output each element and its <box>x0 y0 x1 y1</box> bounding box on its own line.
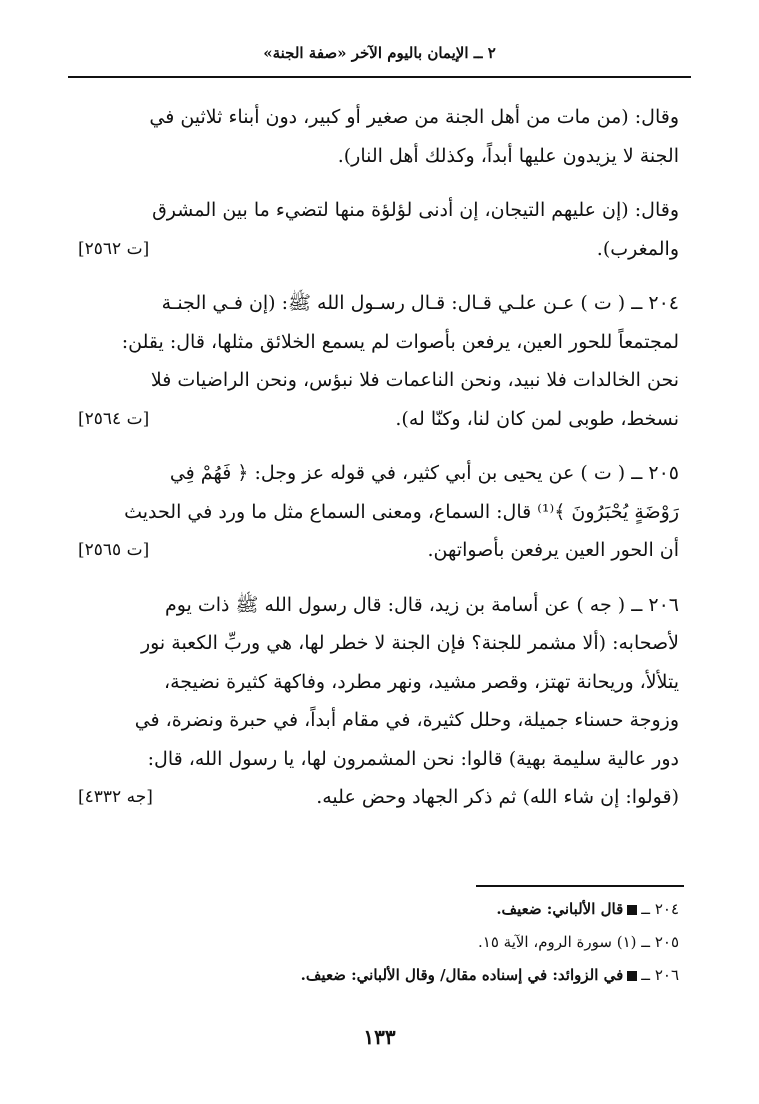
footnote <box>200 959 679 992</box>
line-text: الجنة لا يزيدون عليها أبداً، وكذلك أهل النار). <box>337 144 679 167</box>
footnotes <box>200 893 679 992</box>
text-line <box>78 98 679 137</box>
text-line <box>78 531 679 570</box>
text-line <box>78 137 679 176</box>
text-line <box>78 778 679 817</box>
text-line <box>78 230 679 269</box>
hadith-reference: [جه ٤٣٣٢] <box>78 787 153 807</box>
paragraph <box>78 284 679 438</box>
square-bullet-icon <box>627 905 637 915</box>
square-bullet-icon <box>627 971 637 981</box>
paragraph <box>78 98 679 175</box>
text-line <box>78 663 679 702</box>
page-number: ١٣٣ <box>363 1025 396 1049</box>
hadith-reference: [ت ٢٥٦٢] <box>78 238 150 259</box>
running-header: ٢ ــ الإيمان باليوم الآخر «صفة الجنة» <box>263 44 496 62</box>
line-text: وقال: (من مات من أهل الجنة من صغير أو كبير، دون أبناء ثلاثين في <box>149 106 679 128</box>
text-line <box>78 284 679 323</box>
line-text: ٢٠٦ ــ ( جه ) عن أسامة بن زيد، قال: قال رسول الله ﷺ ذات يوم <box>164 593 679 616</box>
line-text: نحن الخالدات فلا نبيد، ونحن الناعمات فلا نبؤس، ونحن الراضيات فلا <box>150 369 679 391</box>
footnote-text: في الزوائد: في إسناده مقال/ وقال الألباني: ضعيف. <box>300 966 624 984</box>
line-text: دور عالية سليمة بهية) قالوا: نحن المشمرون لها، يا رسول الله، قال: <box>147 747 679 770</box>
line-text: ٢٠٥ ــ ( ت ) عن يحيى بن أبي كثير، في قوله عز وجل: ﴿ فَهُمْ فِي <box>169 462 679 484</box>
page-body <box>78 98 679 833</box>
hadith-reference: [ت ٢٥٦٥] <box>78 540 150 560</box>
text-line <box>78 624 679 663</box>
paragraph <box>78 191 679 268</box>
footnote-number: ٢٠٤ ــ <box>641 900 679 918</box>
line-text: ٢٠٤ ــ ( ت ) عـن علـي قـال: قـال رسـول الله ﷺ: (إن فـي الجنـة <box>161 292 679 314</box>
line-text: رَوْضَةٍ يُحْبَرُونَ ﴾⁽¹⁾ قال: السماع، ومعنى السماع مثل ما ورد في الحديث <box>124 500 679 523</box>
text-line <box>78 323 679 362</box>
footnote-number: ٢٠٥ ــ <box>641 933 679 951</box>
paragraph <box>78 586 679 817</box>
footnote-text: (١) سورة الروم، الآية ١٥. <box>477 933 637 951</box>
line-text: لأصحابه: (ألا مشمر للجنة؟ فإن الجنة لا خطر لها، هي وربِّ الكعبة نور <box>140 632 679 654</box>
text-line <box>78 493 679 532</box>
line-text: وزوجة حسناء جميلة، وحلل كثيرة، في مقام أبداً، في حبرة ونضرة، في <box>134 709 679 731</box>
line-text: (قولوا: إن شاء الله) ثم ذكر الجهاد وحض عليه. <box>316 786 679 808</box>
header-divider <box>68 76 691 78</box>
line-text: وقال: (إن عليهم التيجان، إن أدنى لؤلؤة منها لتضيء ما بين المشرق <box>152 199 679 221</box>
text-line <box>78 740 679 779</box>
paragraph <box>78 454 679 570</box>
footnote <box>200 893 679 926</box>
text-line <box>78 400 679 439</box>
text-line <box>78 191 679 230</box>
text-line <box>78 586 679 625</box>
footnote <box>200 926 679 959</box>
text-line <box>78 454 679 493</box>
line-text: نسخط، طوبى لمن كان لنا، وكنّا له). <box>395 407 679 430</box>
footnote-number: ٢٠٦ ــ <box>641 966 679 984</box>
line-text: يتلألأ، وريحانة تهتز، وقصر مشيد، ونهر مطرد، وفاكهة كثيرة نضيجة، <box>163 670 679 693</box>
footnote-divider <box>476 885 684 887</box>
line-text: والمغرب). <box>596 237 679 260</box>
text-line <box>78 361 679 400</box>
line-text: أن الحور العين يرفعن بأصواتهن. <box>427 539 679 561</box>
line-text: لمجتمعاً للحور العين، يرفعن بأصوات لم يسمع الخلائق مثلها، قال: يقلن: <box>121 330 679 353</box>
hadith-reference: [ت ٢٥٦٤] <box>78 408 150 429</box>
footnote-text: قال الألباني: ضعيف. <box>496 900 624 918</box>
text-line <box>78 701 679 740</box>
